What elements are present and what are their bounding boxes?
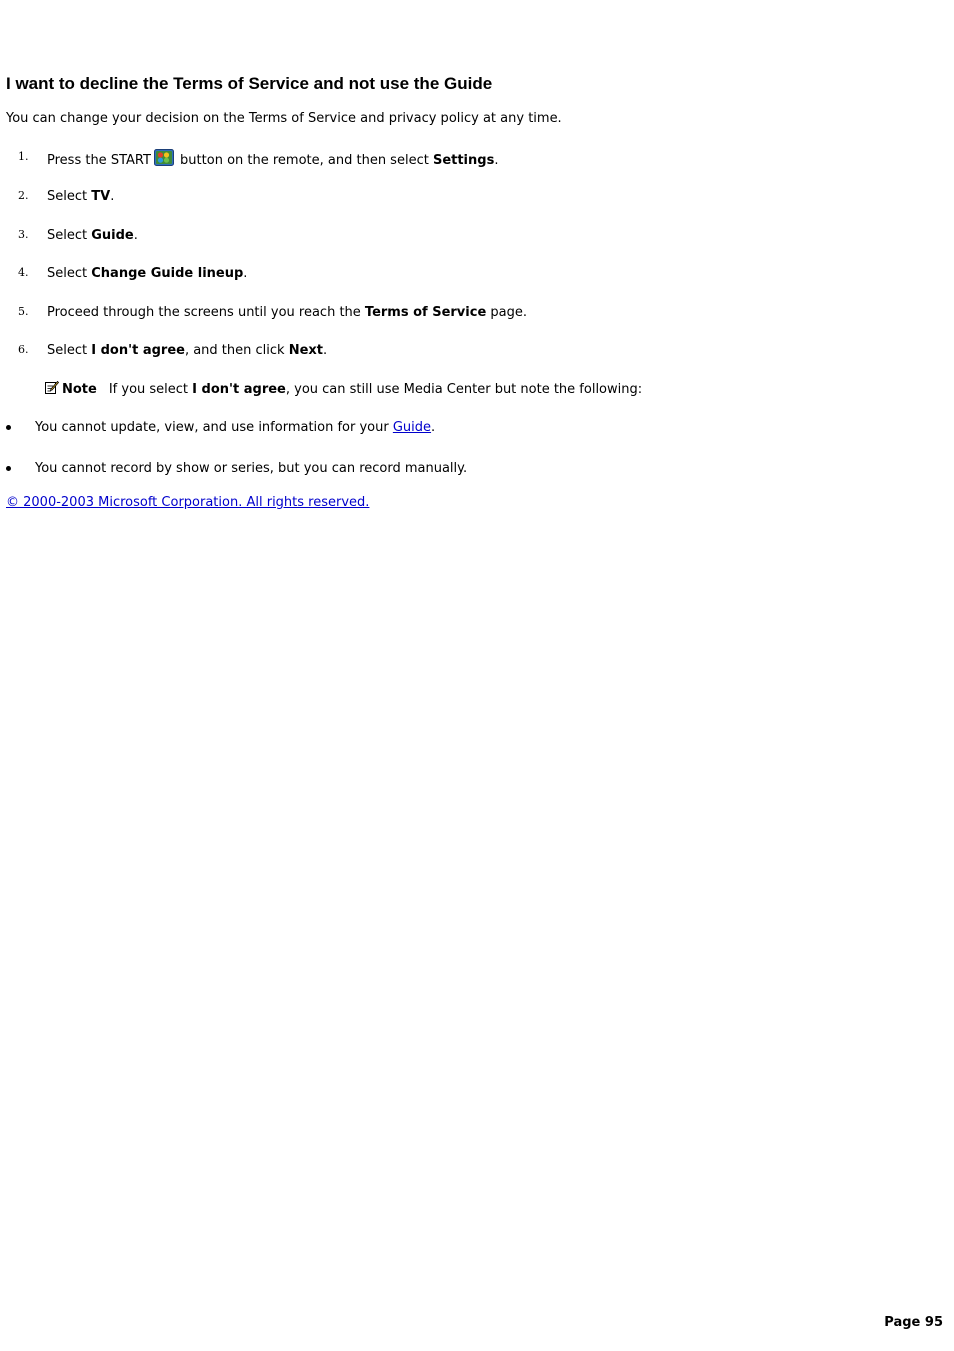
step-text-part: .: [133, 228, 138, 243]
note-bold-term: I don't agree: [192, 382, 286, 397]
step-text-part: Proceed through the screens until you reach the: [47, 305, 365, 320]
step-text: [47, 304, 527, 321]
step-text-part: button on the remote, and then select: [175, 153, 433, 168]
bullet-text: [35, 419, 435, 436]
bullet-text-part: You cannot update, view, and use information for your: [35, 420, 393, 435]
step-text-part: Press the START: [47, 153, 151, 168]
step-text: [47, 342, 327, 359]
step-bold-term: Guide: [91, 228, 134, 243]
page-title: I want to decline the Terms of Service and not use the Guide: [6, 74, 493, 93]
step-bold-term: Terms of Service: [364, 305, 487, 320]
step-text-part: Select: [47, 343, 92, 358]
bullet-dot: [6, 425, 11, 430]
step-text-part: , and then click: [184, 343, 289, 358]
intro-text: You can change your decision on the Terms of Service and privacy policy at any time.: [6, 111, 562, 126]
note-label: Note: [62, 382, 97, 397]
step-text-part: Select: [47, 228, 92, 243]
note-pencil-icon: [45, 380, 59, 394]
step-text-part: .: [243, 266, 248, 281]
guide-link[interactable]: Guide: [392, 420, 432, 435]
step-number: 2.: [18, 189, 29, 202]
bullet-text-part: .: [431, 420, 436, 435]
copyright-link[interactable]: © 2000-2003 Microsoft Corporation. All rights reserved.: [6, 495, 370, 510]
step-bold-term: Settings: [432, 153, 495, 168]
bullet-text: You cannot record by show or series, but you can record manually.: [35, 461, 468, 476]
note-text-end: , you can still use Media Center but note the following:: [285, 382, 643, 397]
step-bold-term: Change Guide lineup: [91, 266, 244, 281]
step-bold-term: TV: [91, 189, 111, 204]
step-number: 4.: [18, 266, 29, 279]
note-text: If you select: [108, 382, 193, 397]
step-number: 3.: [18, 228, 29, 241]
step-text: [47, 188, 114, 205]
step-text: [47, 149, 498, 169]
step-text: [47, 227, 138, 244]
note: [45, 380, 642, 398]
step-bold-term: Next: [288, 343, 323, 358]
bullet-dot: [6, 466, 11, 471]
step-number: 5.: [18, 305, 29, 318]
copyright-footer: [6, 494, 369, 511]
page-number: Page 95: [884, 1315, 943, 1330]
step-text-part: page.: [486, 305, 527, 320]
start-button-icon: [154, 149, 174, 166]
step-text-part: Select: [47, 266, 92, 281]
step-text: [47, 265, 247, 282]
step-text-part: .: [110, 189, 115, 204]
step-text-part: .: [323, 343, 328, 358]
step-text-part: .: [494, 153, 499, 168]
step-bold-term: I don't agree: [91, 343, 185, 358]
step-number: 1.: [18, 150, 29, 163]
step-text-part: Select: [47, 189, 92, 204]
step-number: 6.: [18, 343, 29, 356]
